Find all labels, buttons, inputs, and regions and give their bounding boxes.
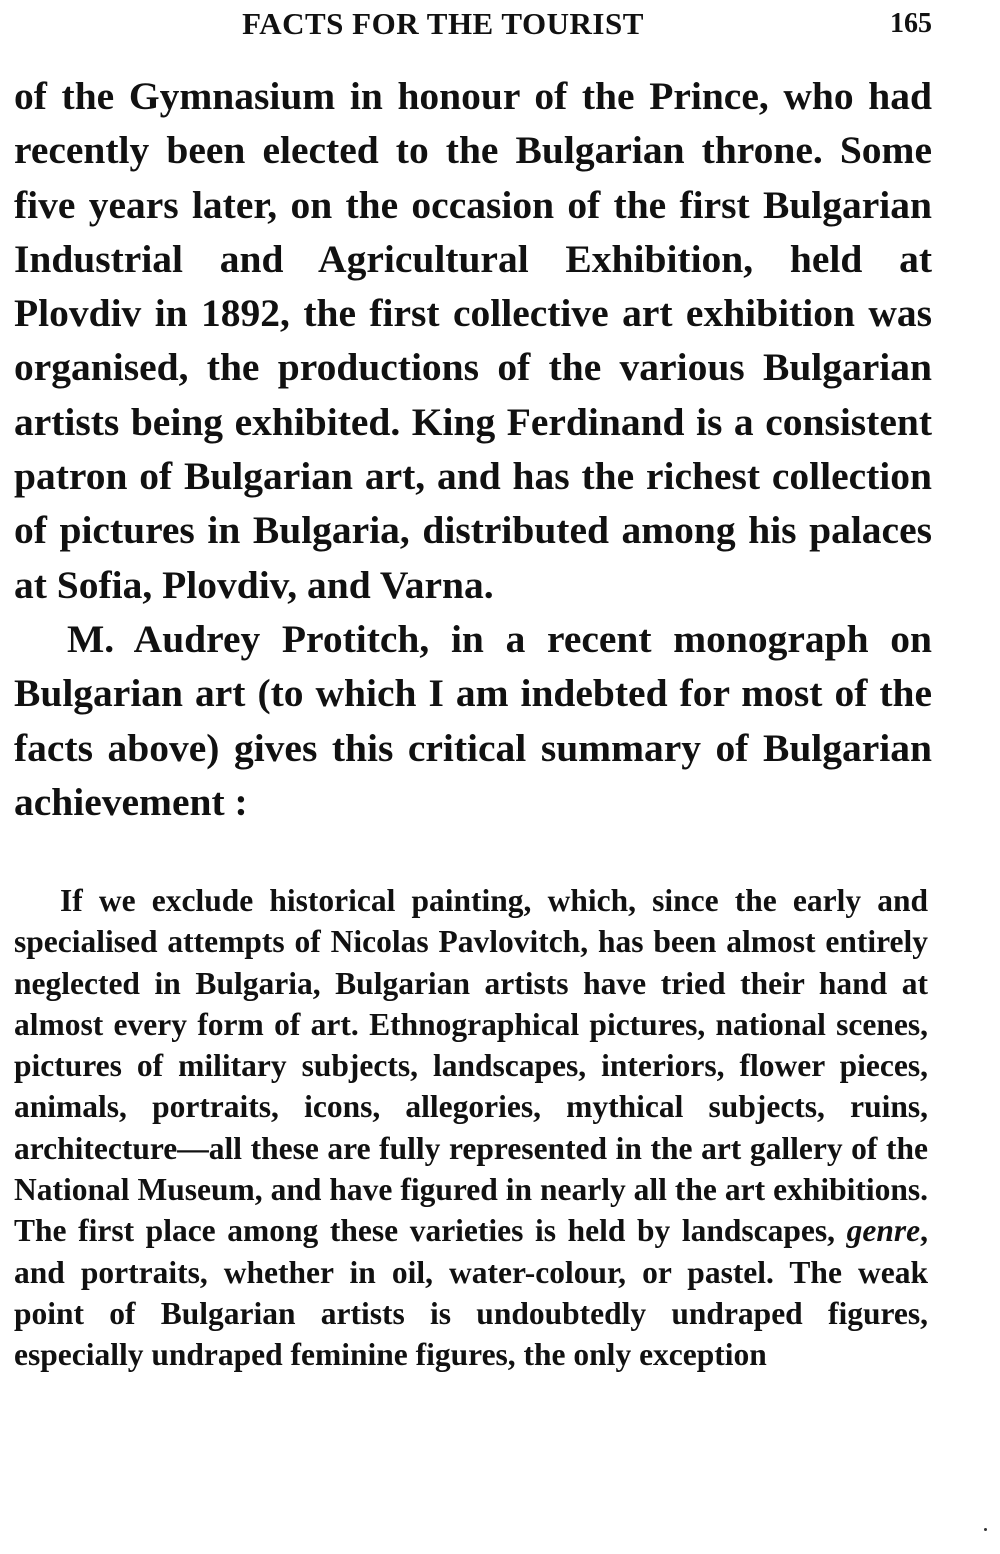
quote-paragraph: [14, 880, 928, 1376]
running-head: [14, 6, 932, 42]
page-number: 165: [890, 8, 932, 39]
quote-text-part-2: , and portraits, whether in oil, water-colour, or pastel. The weak point of Bulgarian artists is undoubtedly undraped figures, especially undraped feminine figures, the only exception: [14, 1213, 928, 1373]
running-title: FACTS FOR THE TOURIST: [242, 6, 644, 41]
paper-speck: [984, 1528, 987, 1531]
book-page: [14, 0, 932, 1554]
block-quote: [14, 880, 928, 1376]
quote-italic-word: genre: [846, 1213, 921, 1249]
quote-text-part-1: If we exclude historical painting, which, since the early and specialised attempts of Nicolas Pavlovitch, has been almost entirely neglected in Bulgaria, Bulgarian artists have tried their hand at almost every form of art. Ethnographical pictures, national scenes, pictures of military subjects, landscapes, interiors, flower pieces, animals, portraits, icons, allegories, mythical subjects, ruins, architecture—all these are fully represented in the art gallery of the National Museum, and have figured in nearly all the art exhibitions. The first place among these varieties is held by landscapes,: [14, 883, 928, 1249]
paragraph-protitch: M. Audrey Protitch, in a recent monograph on Bulgarian art (to which I am indebted for most of the facts above) gives this critical summary of Bulgarian achievement :: [14, 616, 932, 824]
paragraph-continuation: of the Gymnasium in honour of the Prince, who had recently been elected to the Bulgarian throne. Some five years later, on the occasion of the first Bulgarian Industrial and Agricultural Exhibition, held at Plovdiv in 1892, the first collective art exhibition was organised, the productions of the various Bulgarian artists being exhibited. King Ferdinand is a consistent patron of Bulgarian art, and has the richest collection of pictures in Bulgaria, distributed among his palaces at Sofia, Plovdiv, and Varna.: [14, 74, 932, 607]
body-text: [14, 69, 932, 829]
